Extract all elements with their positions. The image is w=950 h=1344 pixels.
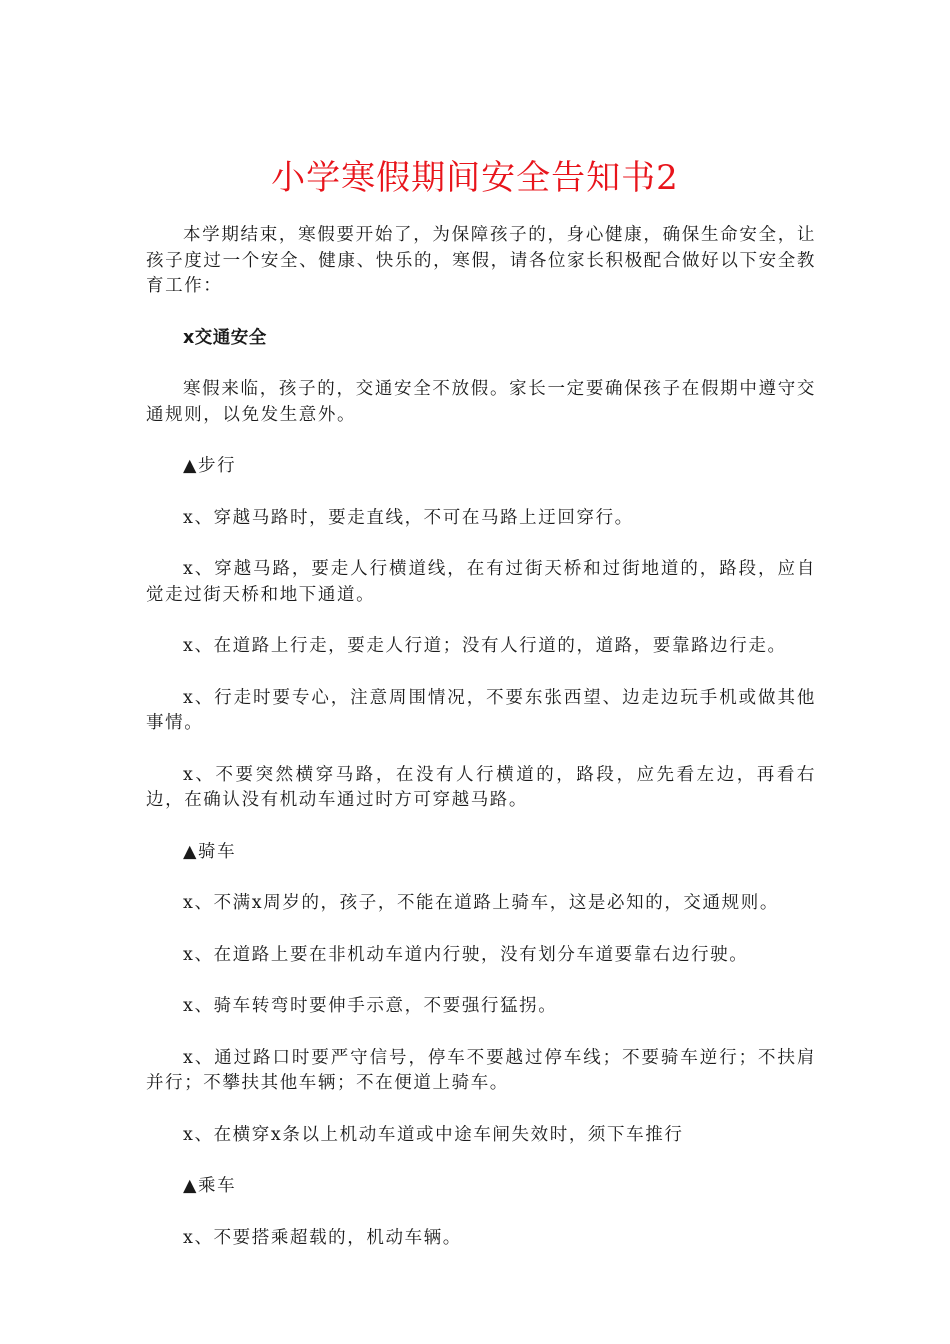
walking-item: x、不要突然横穿马路，在没有人行横道的，路段，应先看左边，再看右边，在确认没有机动车通过时方可穿越马路。 — [146, 764, 816, 810]
intro-paragraph: 本学期结束，寒假要开始了，为保障孩子的，身心健康，确保生命安全，让孩子度过一个安全、健康、快乐的，寒假，请各位家长积极配合做好以下安全教育工作： — [146, 225, 816, 296]
cycling-item: x、骑车转弯时要伸手示意，不要强行猛拐。 — [183, 996, 558, 1016]
traffic-safety-paragraph: 寒假来临，孩子的，交通安全不放假。家长一定要确保孩子在假期中遵守交通规则，以免发生意外。 — [146, 379, 816, 425]
cycling-item: x、在横穿x条以上机动车道或中途车闸失效时，须下车推行 — [183, 1124, 684, 1145]
document-title: 小学寒假期间安全告知书2 — [271, 158, 679, 198]
cycling-item: x、在道路上要在非机动车道内行驶，没有划分车道要靠右边行驶。 — [183, 944, 749, 965]
cycling-item: x、不满x周岁的，孩子，不能在道路上骑车，这是必知的，交通规则。 — [183, 893, 779, 913]
subheading-riding-vehicles: ▲乘车 — [183, 1176, 237, 1196]
section-heading-traffic-safety: x交通安全 — [183, 327, 267, 348]
walking-item: x、穿越马路时，要走直线，不可在马路上迂回穿行。 — [183, 507, 634, 528]
riding-item: x、不要搭乘超载的，机动车辆。 — [183, 1227, 462, 1248]
cycling-item: x、通过路口时要严守信号，停车不要越过停车线；不要骑车逆行；不扶肩并行；不攀扶其他车辆；不在便道上骑车。 — [146, 1047, 816, 1093]
walking-item: x、行走时要专心，注意周围情况，不要东张西望、边走边玩手机或做其他事情。 — [146, 687, 816, 733]
walking-item: x、在道路上行走，要走人行道；没有人行道的，道路，要靠路边行走。 — [183, 636, 787, 656]
subheading-walking: ▲步行 — [183, 456, 237, 476]
subheading-cycling: ▲骑车 — [183, 841, 237, 862]
walking-item: x、穿越马路，要走人行横道线，在有过街天桥和过街地道的，路段，应自觉走过街天桥和地下通道。 — [146, 559, 816, 605]
document-body — [146, 223, 816, 1277]
